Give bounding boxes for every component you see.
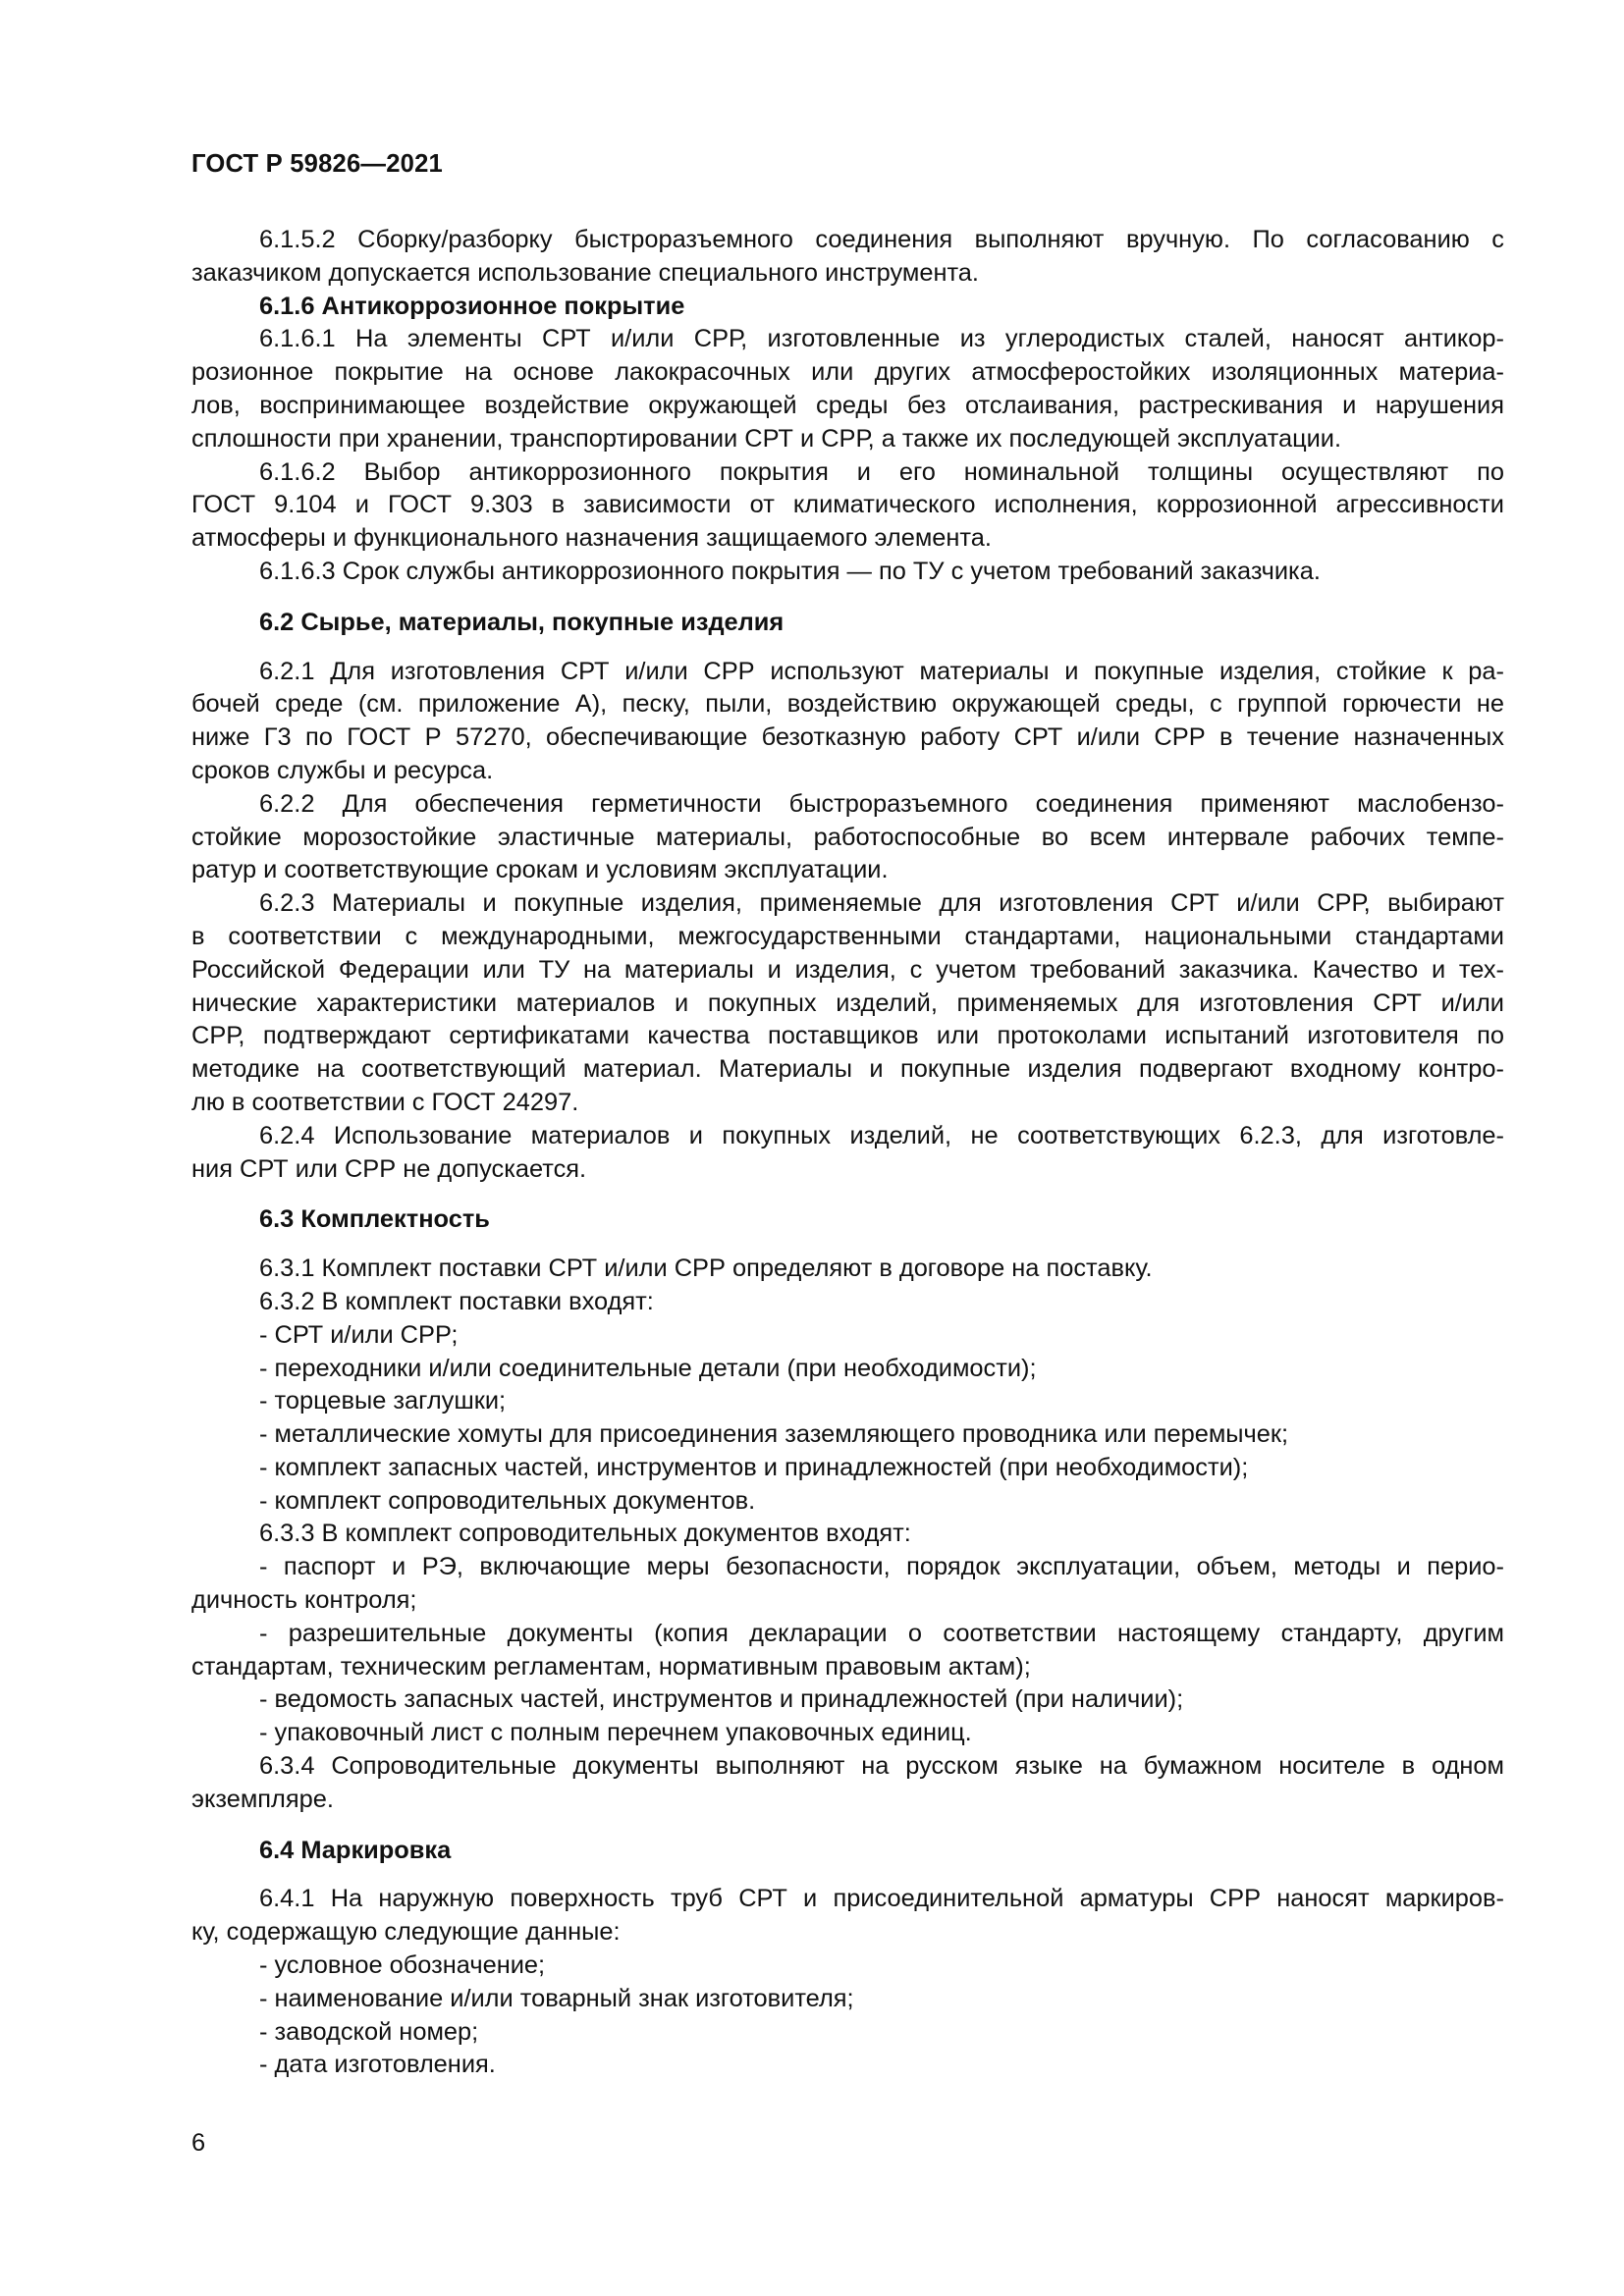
paragraph-6-2-3-line-6: методике на соответствующий материал. Материалы и покупные изделия подвергают входному контро- <box>191 1055 1504 1084</box>
list-item-6-3-2-1: - СРТ и/или СРР; <box>259 1320 459 1349</box>
paragraph-6-3-1: 6.3.1 Комплект поставки СРТ и/или СРР определяют в договоре на поставку. <box>259 1255 1153 1283</box>
paragraph-6-2-1-line-2: бочей среде (см. приложение А), песку, пыли, воздействию окружающей среды, с группой горючести не <box>191 690 1504 719</box>
paragraph-6-1-6-3: 6.1.6.3 Срок службы антикоррозионного покрытия — по ТУ с учетом требований заказчика. <box>259 557 1321 585</box>
page-number: 6 <box>191 2129 206 2157</box>
list-item-6-4-1-3: - заводской номер; <box>259 2017 479 2046</box>
paragraph-6-2-3-line-5: СРР, подтверждают сертификатами качества поставщиков или протоколами испытаний изготовителя по <box>191 1022 1504 1050</box>
list-item-6-3-3-b-line-2: стандартам, техническим регламентам, нормативным правовым актам); <box>191 1652 1031 1681</box>
list-item-6-4-1-4: - дата изготовления. <box>259 2051 496 2079</box>
list-item-6-3-2-4: - металлические хомуты для присоединения заземляющего проводника или перемычек; <box>259 1420 1289 1449</box>
paragraph-6-1-6-1-line-4: сплошности при хранении, транспортировании СРТ и СРР, а также их последующей эксплуатации. <box>191 424 1342 453</box>
document-body <box>191 224 1504 2082</box>
document-code-header: ГОСТ Р 59826—2021 <box>191 150 443 178</box>
paragraph-6-2-2-line-3: ратур и соответствующие срокам и условиям эксплуатации. <box>191 856 889 884</box>
paragraph-6-2-1-line-4: сроков службы и ресурса. <box>191 756 494 784</box>
paragraph-6-2-3-line-7: лю в соответствии с ГОСТ 24297. <box>191 1088 579 1116</box>
paragraph-6-1-5-2-line-2: заказчиком допускается использование специального инструмента. <box>191 258 979 287</box>
list-item-6-3-3-d: - упаковочный лист с полным перечнем упаковочных единиц. <box>259 1719 972 1747</box>
paragraph-6-1-5-2-line-1: 6.1.5.2 Сборку/разборку быстроразъемного соединения выполняют вручную. По согласованию с <box>259 226 1504 253</box>
list-item-6-3-2-6: - комплект сопроводительных документов. <box>259 1486 756 1515</box>
paragraph-6-1-6-2-line-3: атмосферы и функционального назначения защищаемого элемента. <box>191 524 992 553</box>
paragraph-6-2-1-line-1: 6.2.1 Для изготовления СРТ и/или СРР используют материалы и покупные изделия, стойкие к ра- <box>259 657 1504 685</box>
paragraph-6-3-2: 6.3.2 В комплект поставки входят: <box>259 1287 654 1315</box>
list-item-6-3-2-3: - торцевые заглушки; <box>259 1387 507 1415</box>
list-item-6-3-2-2: - переходники и/или соединительные детали (при необходимости); <box>259 1354 1037 1382</box>
list-item-6-3-3-c: - ведомость запасных частей, инструментов и принадлежностей (при наличии); <box>259 1685 1184 1714</box>
paragraph-6-3-4-line-2: экземпляре. <box>191 1785 334 1813</box>
heading-6-3: 6.3 Комплектность <box>259 1205 490 1234</box>
paragraph-6-2-2-line-2: стойкие морозостойкие эластичные материалы, работоспособные во всем интервале рабочих темпе- <box>191 823 1504 851</box>
paragraph-6-2-2-line-1: 6.2.2 Для обеспечения герметичности быстроразъемного соединения применяют маслобензо- <box>259 789 1504 818</box>
paragraph-6-2-3-line-4: нические характеристики материалов и покупных изделий, применяемых для изготовления СРТ и/или <box>191 988 1504 1017</box>
list-item-6-3-3-a-line-2: дичность контроля; <box>191 1586 417 1615</box>
list-item-6-4-1-2: - наименование и/или товарный знак изготовителя; <box>259 1984 854 2012</box>
paragraph-6-3-4-line-1: 6.3.4 Сопроводительные документы выполняют на русском языке на бумажном носителе в одном <box>259 1752 1504 1781</box>
heading-6-4: 6.4 Маркировка <box>259 1836 452 1864</box>
paragraph-6-1-6-1-line-2: розионное покрытие на основе лакокрасочных или других атмосферостойких изоляционных материа- <box>191 358 1504 387</box>
paragraph-6-1-6-1-line-1: 6.1.6.1 На элементы СРТ и/или СРР, изготовленные из углеродистых сталей, наносят антикор- <box>259 325 1504 353</box>
paragraph-6-2-4-line-2: ния СРТ или СРР не допускается. <box>191 1154 587 1183</box>
paragraph-6-2-3-line-3: Российской Федерации или ТУ на материалы и изделия, с учетом требований заказчика. Качество и тех- <box>191 955 1504 984</box>
heading-6-1-6: 6.1.6 Антикоррозионное покрытие <box>259 292 685 320</box>
paragraph-6-2-3-line-2: в соответствии с международными, межгосударственными стандартами, национальными стандартами <box>191 922 1504 950</box>
paragraph-6-3-3: 6.3.3 В комплект сопроводительных документов входят: <box>259 1520 911 1548</box>
paragraph-6-2-4-line-1: 6.2.4 Использование материалов и покупных изделий, не соответствующих 6.2.3, для изготовле- <box>259 1121 1504 1149</box>
heading-6-2: 6.2 Сырье, материалы, покупные изделия <box>259 608 785 636</box>
paragraph-6-1-6-1-line-3: лов, воспринимающее воздействие окружающей среды без отслаивания, растрескивания и нарушения <box>191 391 1504 419</box>
list-item-6-3-3-b-line-1: - разрешительные документы (копия декларации о соответствии настоящему стандарту, другим <box>259 1619 1504 1647</box>
list-item-6-4-1-1: - условное обозначение; <box>259 1951 546 1980</box>
paragraph-6-1-6-2-line-2: ГОСТ 9.104 и ГОСТ 9.303 в зависимости от климатического исполнения, коррозионной агрессивности <box>191 491 1504 519</box>
paragraph-6-4-1-line-2: ку, содержащую следующие данные: <box>191 1918 621 1947</box>
paragraph-6-1-6-2-line-1: 6.1.6.2 Выбор антикоррозионного покрытия и его номинальной толщины осуществляют по <box>259 457 1504 486</box>
list-item-6-3-3-a-line-1: - паспорт и РЭ, включающие меры безопасности, порядок эксплуатации, объем, методы и перио- <box>259 1553 1504 1581</box>
paragraph-6-4-1-line-1: 6.4.1 На наружную поверхность труб СРТ и присоединительной арматуры СРР наносят маркиров- <box>259 1885 1504 1913</box>
paragraph-6-2-3-line-1: 6.2.3 Материалы и покупные изделия, применяемые для изготовления СРТ и/или СРР, выбирают <box>259 889 1504 918</box>
list-item-6-3-2-5: - комплект запасных частей, инструментов и принадлежностей (при необходимости); <box>259 1453 1249 1481</box>
paragraph-6-2-1-line-3: ниже Г3 по ГОСТ Р 57270, обеспечивающие безотказную работу СРТ и/или СРР в течение назначенных <box>191 723 1504 752</box>
